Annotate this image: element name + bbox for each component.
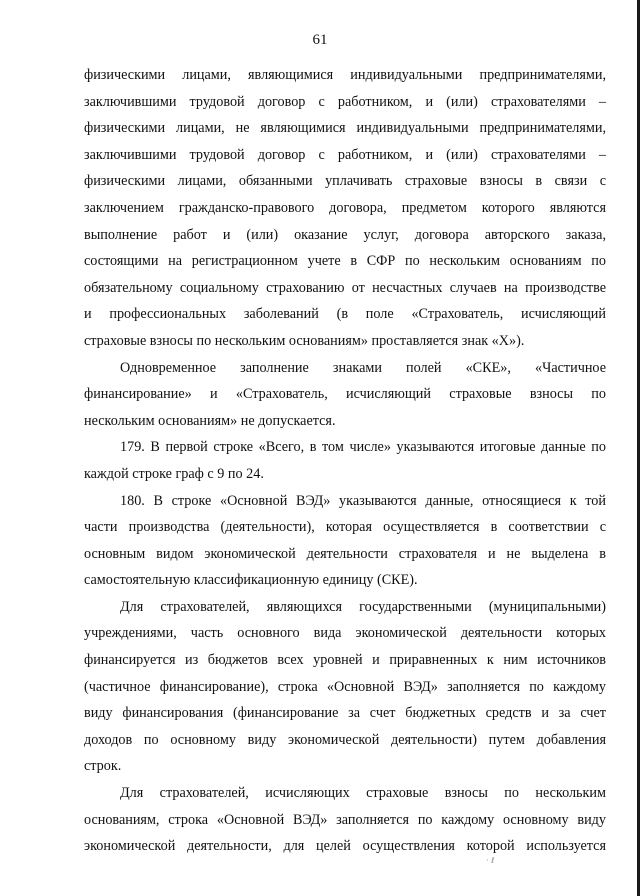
text-line: строк. [84, 758, 122, 775]
text-line: виду финансирования (финансирование за счет бюджетных средств и за счет [84, 705, 606, 722]
text-line: заключением гражданско-правового договора, предметом которого являются [84, 199, 606, 216]
text-line: Для страхователей, исчисляющих страховые взносы по нескольким [120, 785, 606, 802]
text-line: заключившими трудовой договор с работником, и (или) страхователями – [84, 93, 606, 110]
text-line: физическими лицами, являющимися индивидуальными предпринимателями, [84, 67, 606, 83]
text-line: нескольким основаниям» не допускается. [84, 412, 336, 429]
text-line: физическими лицами, не являющимися индивидуальными предпринимателями, [84, 120, 606, 137]
paragraph [84, 62, 606, 355]
text-line: (частичное финансирование), строка «Основной ВЭД» заполняется по каждому [84, 678, 606, 695]
scan-mark: · ℓ [486, 856, 495, 865]
text-line: Для страхователей, являющихся государственными (муниципальными) [120, 598, 606, 615]
paragraph [84, 780, 606, 860]
text-line: заключившими трудовой договор с работником, и (или) страхователями – [84, 146, 606, 163]
text-line: физическими лицами, обязанными уплачивать страховые взносы в связи с [84, 173, 606, 190]
paragraph [84, 594, 606, 780]
text-line: экономической деятельности, для целей осуществления которой используется [84, 838, 606, 855]
text-line: каждой строке граф с 9 по 24. [84, 465, 264, 482]
paragraph [84, 355, 606, 435]
text-line: обязательному социальному страхованию от несчастных случаев на производстве [84, 279, 606, 296]
paragraph [84, 488, 606, 594]
text-line: основаниям, строка «Основной ВЭД» заполняется по каждому основному виду [84, 811, 606, 828]
paragraph [84, 434, 606, 487]
text-line: основным видом экономической деятельности страхователя и не выделена в [84, 545, 606, 562]
text-line: страховые взносы по нескольким основаниям» проставляется знак «Х»). [84, 332, 525, 349]
text-line: состоящими на регистрационном учете в СФР по нескольким основаниям по [84, 253, 606, 270]
text-line: части производства (деятельности), которая осуществляется в соответствии с [84, 519, 606, 536]
text-line: финансируется из бюджетов всех уровней и приравненных к ним источников [84, 652, 606, 669]
text-line: Одновременное заполнение знаками полей «СКЕ», «Частичное [120, 359, 606, 376]
page-number: 61 [312, 32, 328, 48]
document-body [84, 62, 606, 860]
text-line: и профессиональных заболеваний (в поле «Страхователь, исчисляющий [84, 306, 606, 323]
text-line: учреждениями, часть основного вида экономической деятельности которых [84, 625, 606, 642]
text-line: 180. В строке «Основной ВЭД» указываются данные, относящиеся к той [120, 492, 606, 509]
text-line: 179. В первой строке «Всего, в том числе» указываются итоговые данные по [120, 439, 606, 456]
text-line: доходов по основному виду экономической деятельности) путем добавления [84, 731, 606, 748]
text-line: финансирование» и «Страхователь, исчисляющий страховые взносы по [84, 386, 606, 403]
text-line: самостоятельную классификационную единицу (СКЕ). [84, 572, 418, 589]
text-line: выполнение работ и (или) оказание услуг, договора авторского заказа, [84, 226, 606, 243]
